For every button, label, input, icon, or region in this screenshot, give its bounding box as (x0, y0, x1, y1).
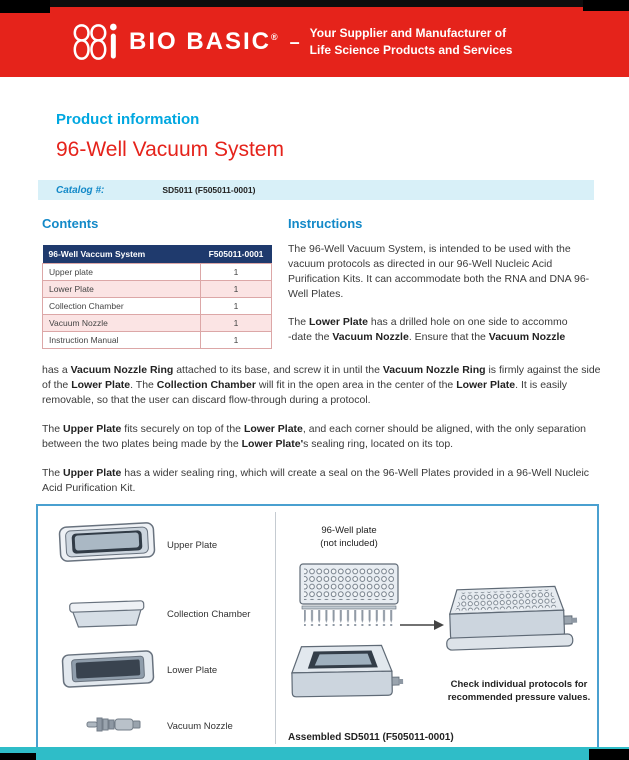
catalog-bar (38, 180, 594, 200)
collection-chamber-image (64, 596, 150, 632)
item-qty: 1 (201, 264, 272, 281)
contents-table-header-sku: F505011-0001 (201, 245, 272, 264)
instructions-paragraph-4: The Upper Plate fits securely on top of the Lower Plate, and each corner should be aligned, with the only separation between the two plates being made by the Lower Plate's sealing ring, located on its top. (42, 423, 586, 450)
instructions-paragraph-3: has a Vacuum Nozzle Ring attached to its base, and screw it in until the Vacuum Nozzle Ring is firmly against the side of the Lower Plate. The Collection Chamber will fit in the open area in the center of the Lower Plate. It is easily removable, so that the user can discard flow-through during a protocol. (42, 364, 601, 406)
tagline-line-2: Life Science Products and Services (309, 43, 513, 57)
contents-section (42, 216, 274, 349)
collection-chamber-label: Collection Chamber (167, 609, 251, 620)
item-name: Instruction Manual (43, 332, 201, 349)
instructions-heading: Instructions (288, 216, 363, 231)
assembled-unit-image (442, 580, 578, 660)
assembly-arrow-icon (398, 618, 444, 632)
item-name: Collection Chamber (43, 298, 201, 315)
instructions-paragraph-5: The Upper Plate has a wider sealing ring, which will create a seal on the 96-Well Plates provided in a 96-Well Nucleic Acid Purification Kit. (42, 467, 590, 494)
top-edge-strip (0, 0, 629, 7)
contents-table (42, 245, 272, 349)
product-title: 96-Well Vacuum System (56, 138, 284, 161)
item-qty: 1 (201, 298, 272, 315)
pressure-note: Check individual protocols for recommended pressure values. (447, 679, 591, 703)
instructions-paragraph-2: The Lower Plate has a drilled hole on one side to accommo -date the Vacuum Nozzle. Ensure that the Vacuum Nozzle (288, 316, 568, 343)
lower-plate-image (60, 647, 156, 691)
bottom-left-black-corner (0, 753, 36, 760)
page-content (0, 111, 629, 752)
brand-name (129, 28, 278, 56)
contents-heading: Contents (42, 216, 99, 231)
lower-plate-label: Lower Plate (167, 665, 218, 676)
instructions-section (288, 216, 601, 349)
catalog-number: SD5011 (F505011-0001) (162, 185, 256, 195)
bottom-right-black-corner (589, 749, 629, 760)
brand-text: BIO BASIC (129, 28, 272, 55)
bio-basic-logo-icon (70, 19, 120, 65)
tagline-line-1: Your Supplier and Manufacturer of (309, 26, 507, 40)
header-band (0, 7, 629, 77)
brand-tagline-separator: – (289, 31, 300, 52)
plate-note-line-1: 96-Well plate (321, 525, 377, 536)
instructions-paragraph-1: The 96-Well Vacuum System, is intended to be used with the vacuum protocols as directed in our 96-Well Nucleic Acid Purification Kits. It can accommodate both the RNA and DNA 96-Well Plates. (288, 243, 590, 300)
table-row (43, 332, 272, 349)
section-title: Product information (56, 111, 200, 128)
item-name: Vacuum Nozzle (43, 315, 201, 332)
top-left-black-corner (0, 0, 50, 13)
plate-note-line-2: (not included) (320, 538, 378, 549)
table-row (43, 298, 272, 315)
item-qty: 1 (201, 315, 272, 332)
assembled-unit-label: Assembled SD5011 (F505011-0001) (288, 732, 454, 743)
upper-plate-label: Upper Plate (167, 540, 218, 551)
vacuum-nozzle-label: Vacuum Nozzle (167, 721, 233, 732)
footer-band (0, 747, 629, 760)
catalog-label: Catalog #: (56, 184, 105, 196)
diagram-divider (275, 512, 276, 744)
diagram-box (36, 504, 599, 752)
table-row (43, 315, 272, 332)
upper-plate-image (57, 518, 157, 566)
registered-mark: ® (271, 32, 278, 42)
item-name: Upper plate (43, 264, 201, 281)
top-right-black-corner (583, 0, 629, 11)
table-row (43, 281, 272, 298)
vacuum-nozzle-image (86, 713, 142, 735)
contents-table-header-row (43, 245, 272, 264)
item-name: Lower Plate (43, 281, 201, 298)
96-well-plate-image (294, 560, 404, 630)
item-qty: 1 (201, 332, 272, 349)
table-row (43, 264, 272, 281)
item-qty: 1 (201, 281, 272, 298)
contents-table-header-item: 96-Well Vaccum System (43, 245, 201, 264)
tagline (310, 25, 513, 59)
plate-note (288, 524, 410, 550)
lower-plate-assembly-image (284, 640, 404, 715)
